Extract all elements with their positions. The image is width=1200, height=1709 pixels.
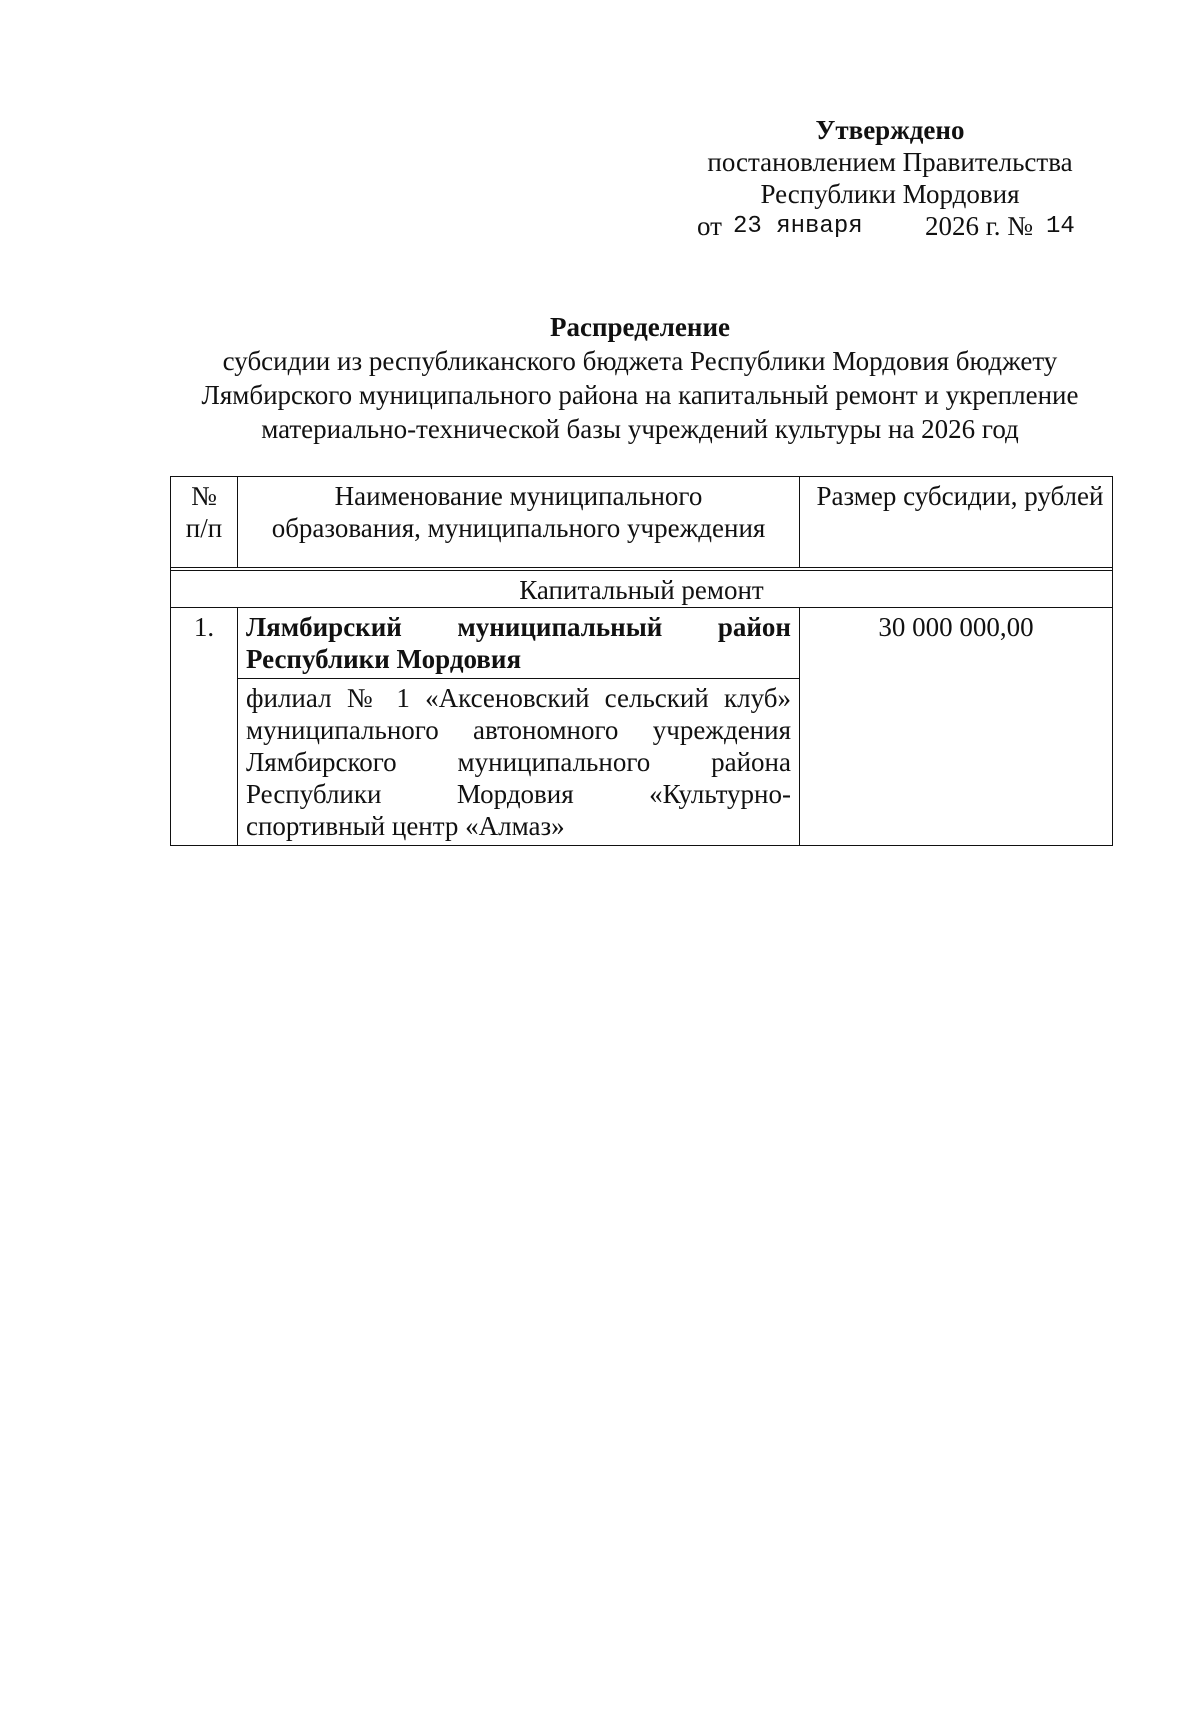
row-amount: 30 000 000,00 — [800, 608, 1113, 846]
row-institution — [238, 679, 800, 846]
approval-date-line — [660, 210, 1120, 242]
approval-title: Утверждено — [815, 115, 965, 145]
section-capital-repair: Капитальный ремонт — [171, 571, 1113, 608]
header-num-line-1: № — [191, 481, 217, 511]
approval-number: 14 — [1046, 213, 1075, 240]
institution-line-2: муниципального автономного учреждения — [246, 715, 791, 745]
table-header-row — [171, 477, 1113, 568]
institution-line-3: Лямбирского муниципального района — [246, 747, 791, 777]
header-name-line-1: Наименование муниципального — [334, 481, 703, 511]
header-name — [238, 477, 800, 568]
document-title: Распределение — [549, 312, 731, 342]
approval-year: 2026 г. № — [925, 211, 1034, 241]
subsidy-table — [170, 476, 1113, 846]
heading-line-2: Лямбирского муниципального района на капитальный ремонт и укрепление — [201, 380, 1079, 410]
header-name-line-2: образования, муниципального учреждения — [271, 513, 766, 543]
approval-line-1: постановлением Правительства — [707, 147, 1073, 177]
date-prefix: от — [697, 211, 722, 241]
municipality-line-2: Республики Мордовия — [246, 644, 522, 674]
institution-line-1: филиал № 1 «Аксеновский сельский клуб» — [246, 683, 791, 713]
row-municipality — [238, 608, 800, 679]
approval-date: 23 января — [733, 213, 863, 240]
institution-line-4: Республики Мордовия «Культурно- — [246, 779, 791, 809]
heading-line-1: субсидии из республиканского бюджета Республики Мордовия бюджету — [222, 346, 1058, 376]
table-row — [171, 608, 1113, 679]
document-heading — [120, 310, 1160, 446]
institution-line-5: спортивный центр «Алмаз» — [246, 811, 565, 841]
heading-line-3: материально-технической базы учреждений культуры на 2026 год — [261, 414, 1019, 444]
municipality-line-1: Лямбирский муниципальный район — [246, 612, 791, 642]
approval-block — [660, 114, 1120, 242]
header-amount: Размер субсидии, рублей — [800, 477, 1113, 568]
header-num — [171, 477, 238, 568]
table-section-row — [171, 571, 1113, 608]
header-num-line-2: п/п — [185, 513, 223, 543]
approval-line-2: Республики Мордовия — [760, 179, 1020, 209]
row-number: 1. — [171, 608, 238, 846]
